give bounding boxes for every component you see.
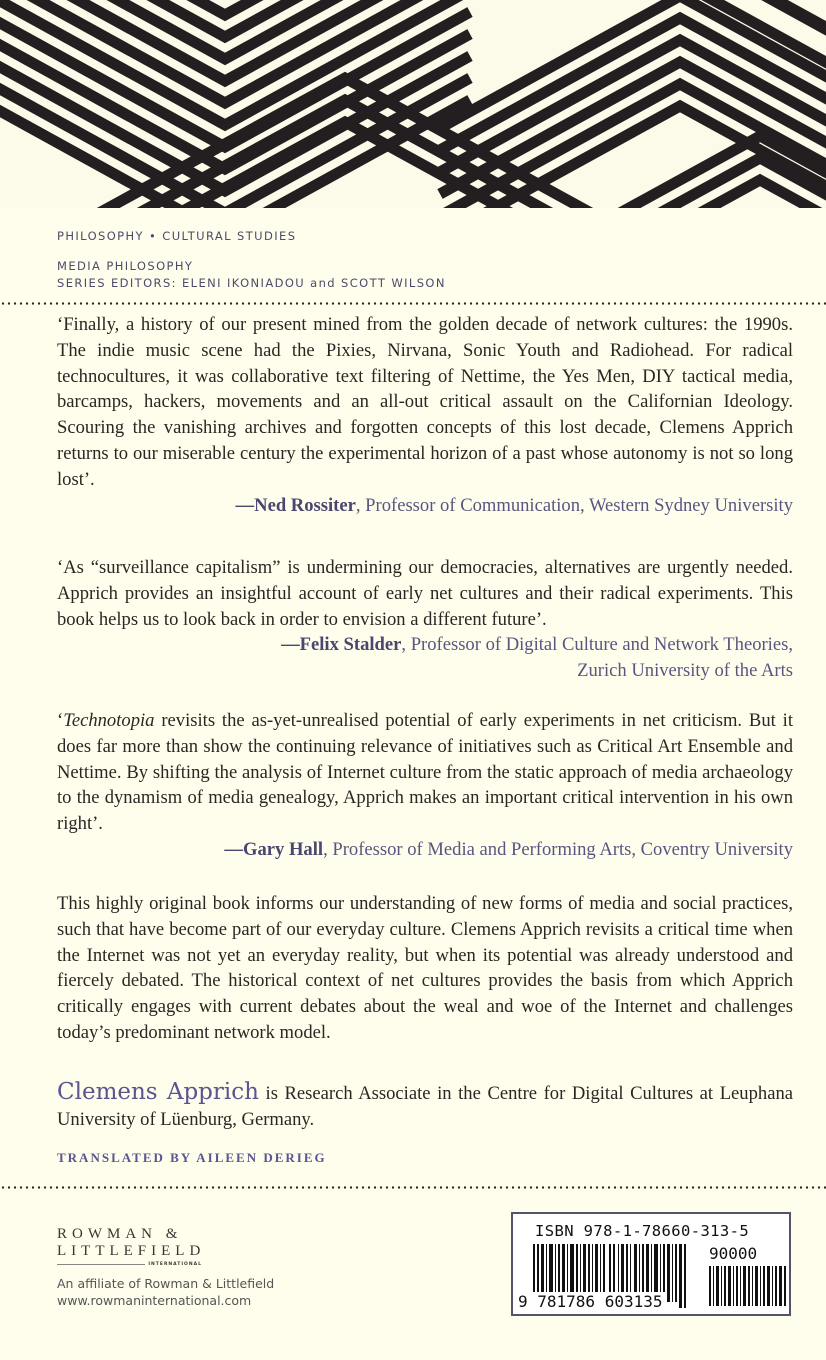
zigzag-chevron-pattern-icon (0, 0, 826, 208)
endorsement-2 (57, 555, 793, 684)
endorser-title: , Professor of Communication, Western Sydney University (355, 494, 793, 516)
endorser-name: —Ned Rossiter (235, 494, 356, 516)
endorsement-quote: ‘Finally, a history of our present mined from the golden decade of network cultures: the 1990s. The indie music scene had the Pixies, Nirvana, Sonic Youth and Radiohead. For radical technocultures, it was collaborative text filtering of Nettime, the Yes Men, DIY tactical media, barcamps, hackers, movements and an all-out critical assault on the Californian Ideology. Scouring the vanishing archives and forgotten concepts of this lost decade, Clemens Apprich returns to our miserable century the experimental horizon of a past whose autonomy is not so long lost’. (57, 314, 793, 490)
endorsement-quote: ‘Technotopia revisits the as-yet-unrealised potential of early experiments in net criticism. But it does far more than show the continuing relevance of initiatives such as Critical Art Ensemble and Nettime. By shifting the analysis of Internet culture from the static approach of media archaeology to the dynamism of media genealogy, Apprich makes an important critical intervention in his own right’. (57, 710, 793, 835)
endorser-name: —Felix Stalder (281, 634, 402, 656)
author-name: Clemens Apprich (57, 1079, 259, 1105)
publisher-affiliate: An affiliate of Rowman & Littlefield (57, 1276, 275, 1291)
series-editors: SERIES EDITORS: ELENI IKONIADOU and SCOTT WILSON (57, 276, 446, 290)
endorsement-attribution (57, 837, 793, 863)
publisher-website: www.rowmaninternational.com (57, 1293, 252, 1308)
cover-pattern (0, 0, 826, 208)
ean-number: 9 781786 603135 (518, 1292, 663, 1311)
dotted-divider-top (0, 302, 826, 305)
book-description (57, 891, 793, 1046)
addon-barcode-icon (709, 1266, 787, 1306)
book-title: Technotopia (63, 710, 155, 731)
endorser-title: , Professor of Media and Performing Arts, Coventry University (323, 838, 793, 860)
author-bio (57, 1080, 793, 1133)
endorsement-attribution (57, 632, 793, 658)
dotted-divider-bottom (0, 1186, 826, 1189)
subject-categories: PHILOSOPHY • CULTURAL STUDIES (57, 229, 297, 243)
series-name: MEDIA PHILOSOPHY (57, 259, 194, 273)
translator-credit: TRANSLATED BY AILEEN DERIEG (57, 1150, 327, 1165)
endorser-affiliation: Zurich University of the Arts (577, 660, 793, 682)
publisher-logo-subline: INTERNATIONAL (57, 1262, 202, 1267)
description-text: This highly original book informs our understanding of new forms of media and social practices, such that have become part of our everyday culture. Clemens Apprich revisits a critical time when the Internet was not yet an everyday reality, but when its potential was already understood and fiercely debated. The historical context of net cultures provides the basis from which Apprich critically engages with current debates about the weal and woe of the Internet and challenges today’s predominant network model. (57, 893, 793, 1043)
endorsement-attribution (57, 493, 793, 519)
endorsement-3 (57, 708, 793, 863)
author-bio-text: is Research Associate in the Centre for Digital Cultures at Leuphana University of Lüenburg, Germany. (57, 1083, 793, 1130)
endorsement-quote: ‘As “surveillance capitalism” is undermining our democracies, alternatives are urgently needed. Apprich provides an insightful account of early net cultures and their radical experiments. This book helps us to look back in order to envision a different future’. (57, 557, 793, 630)
isbn-label: ISBN 978-1-78660-313-5 (535, 1222, 750, 1240)
endorser-name: —Gary Hall (224, 838, 324, 860)
endorsement-1 (57, 312, 793, 518)
price-code: 90000 (709, 1244, 758, 1263)
endorser-title: , Professor of Digital Culture and Network Theories, (401, 634, 793, 656)
isbn-barcode (511, 1212, 791, 1316)
publisher-block (57, 1226, 274, 1309)
publisher-logo: ROWMAN & LITTLEFIELD (57, 1226, 206, 1259)
